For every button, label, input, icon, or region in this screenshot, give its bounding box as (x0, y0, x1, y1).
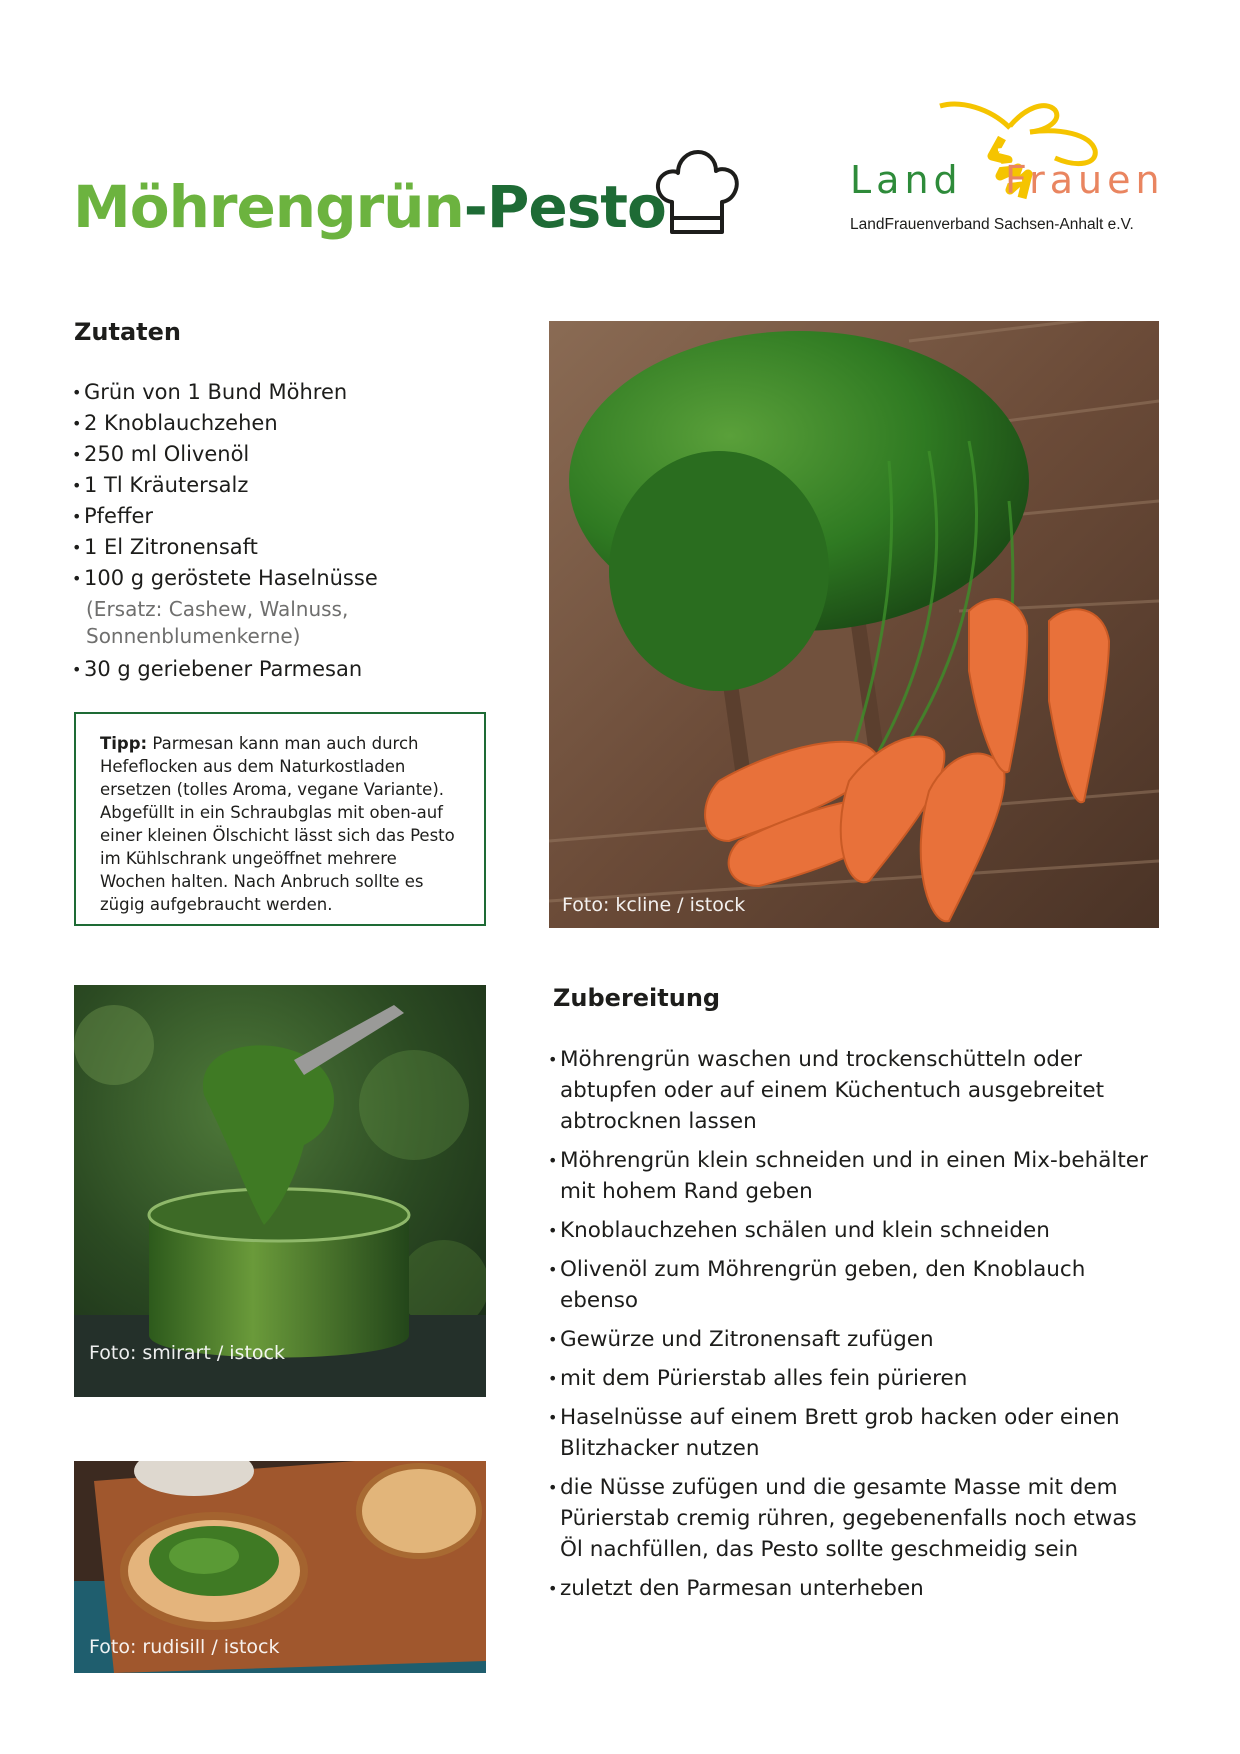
page-title: Möhrengrün-Pesto (73, 173, 666, 241)
landfrauen-logo (850, 98, 1180, 248)
list-item: • Haselnüsse auf einem Brett grob hacken oder einen Blitzhacker nutzen (548, 1402, 1158, 1464)
list-item: • Möhrengrün waschen und trockenschütteln oder abtupfen oder auf einem Küchentuch ausgebreitet abtrocknen lassen (548, 1044, 1158, 1137)
tip-box (74, 712, 486, 926)
list-item: • mit dem Pürierstab alles fein pürieren (548, 1363, 1158, 1394)
ingredients-list (72, 377, 378, 685)
list-item: • zuletzt den Parmesan unterheben (548, 1573, 1158, 1604)
tip-label: Tipp: (100, 734, 148, 753)
pesto-jar-photo (74, 985, 486, 1397)
list-item: • 30 g geriebener Parmesan (72, 654, 378, 685)
preparation-steps (548, 1044, 1158, 1612)
photo-credit: Foto: smirart / istock (89, 1342, 285, 1364)
list-item: • die Nüsse zufügen und die gesamte Masse mit dem Pürierstab cremig rühren, gegebenenfalls noch etwas Öl nachfüllen, das Pesto sollte geschmeidig sein (548, 1472, 1158, 1565)
logo-subtitle: LandFrauenverband Sachsen-Anhalt e.V. (850, 216, 1134, 233)
logo-land: Land (850, 158, 963, 202)
list-item: • 2 Knoblauchzehen (72, 408, 378, 439)
list-item: • Gewürze und Zitronensaft zufügen (548, 1324, 1158, 1355)
list-item: • Möhrengrün klein schneiden und in einen Mix-behälter mit hohem Rand geben (548, 1145, 1158, 1207)
substitute-note: (Ersatz: Cashew, Walnuss, Sonnenblumenkerne) (86, 597, 349, 648)
list-item: • Olivenöl zum Möhrengrün geben, den Knoblauch ebenso (548, 1254, 1158, 1316)
photo-credit: Foto: kcline / istock (562, 894, 746, 916)
list-item: • 1 Tl Kräutersalz (72, 470, 378, 501)
carrots-photo (549, 321, 1159, 928)
ingredients-heading: Zutaten (74, 318, 181, 346)
tip-text: Parmesan kann man auch durch Hefeflocken aus dem Naturkostladen ersetzen (tolles Aroma, vegane Variante). Abgefüllt in ein Schraubglas mit oben-auf einer kleinen Ölschicht lässt sich das Pesto im Kühlschrank ungeöffnet mehrere Wochen halten. Nach Anbruch sollte es zügig aufgebraucht werden. (100, 734, 455, 914)
logo-frauen: Frauen (1005, 158, 1165, 202)
list-item: • Pfeffer (72, 501, 378, 532)
pesto-bread-photo (74, 1461, 486, 1673)
list-item: • Knoblauchzehen schälen und klein schneiden (548, 1215, 1158, 1246)
preparation-heading: Zubereitung (553, 984, 721, 1012)
list-item: • 100 g geröstete Haselnüsse (Ersatz: Cashew, Walnuss, Sonnenblumenkerne) (72, 563, 378, 650)
list-item: • 1 El Zitronensaft (72, 532, 378, 563)
list-item: • 250 ml Olivenöl (72, 439, 378, 470)
list-item: • Grün von 1 Bund Möhren (72, 377, 378, 408)
photo-credit: Foto: rudisill / istock (89, 1636, 280, 1658)
chef-hat-icon (650, 140, 742, 240)
